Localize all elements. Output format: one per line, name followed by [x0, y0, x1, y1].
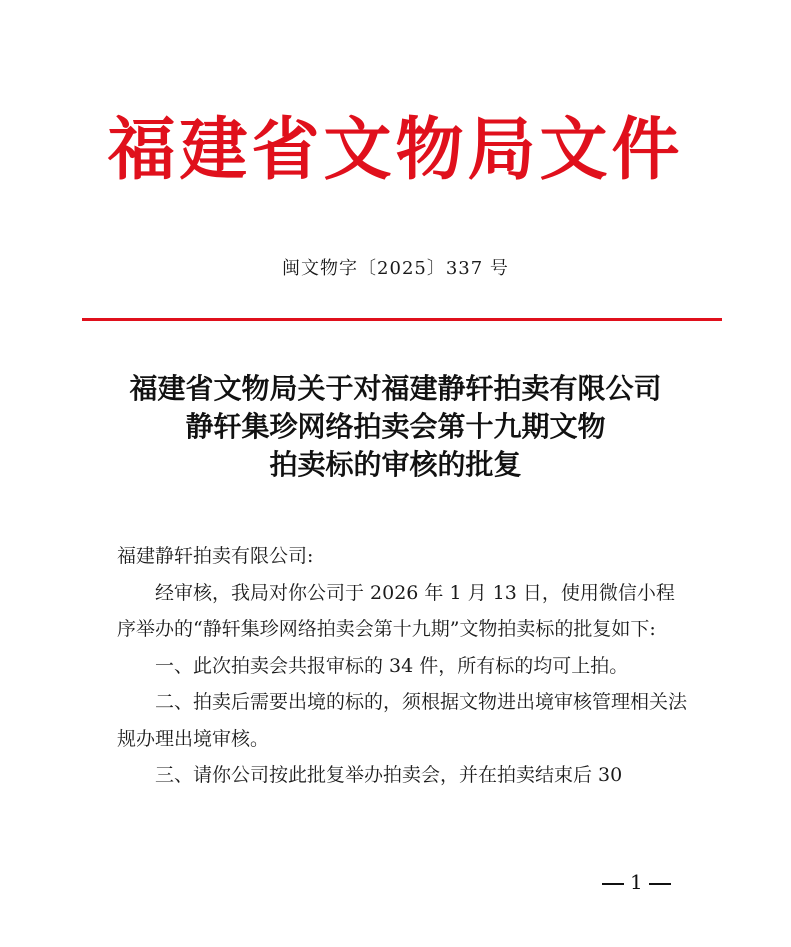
document-number: 闽文物字〔2025〕337 号: [282, 258, 509, 279]
page-number: 1: [630, 870, 643, 894]
title-line-3: 拍卖标的审核的批复: [269, 448, 522, 481]
page-number-footer: [596, 868, 677, 896]
document-title: [40, 370, 751, 484]
document-body: [117, 538, 689, 794]
salutation: 福建静轩拍卖有限公司:: [117, 545, 314, 567]
body-paragraph: 经审核，我局对你公司于 2026 年 1 月 13 日，使用微信小程序举办的“静轩集珍网络拍卖会第十九期”文物拍卖标的批复如下:: [117, 581, 675, 640]
body-paragraph: 一、此次拍卖会共报审标的 34 件，所有标的均可上拍。: [155, 654, 629, 677]
body-paragraph: 二、拍卖后需要出境的标的，须根据文物进出境审核管理相关法规办理出境审核。: [117, 691, 688, 750]
body-paragraph: 三、请你公司按此批复举办拍卖会，并在拍卖结束后 30: [155, 764, 623, 786]
title-line-1: 福建省文物局关于对福建静轩拍卖有限公司: [129, 372, 662, 405]
red-divider-line: [82, 318, 722, 321]
dash-right: [649, 883, 671, 885]
dash-left: [602, 883, 624, 885]
title-line-2: 静轩集珍网络拍卖会第十九期文物: [185, 410, 606, 443]
document-masthead: 福建省文物局文件: [107, 110, 684, 190]
